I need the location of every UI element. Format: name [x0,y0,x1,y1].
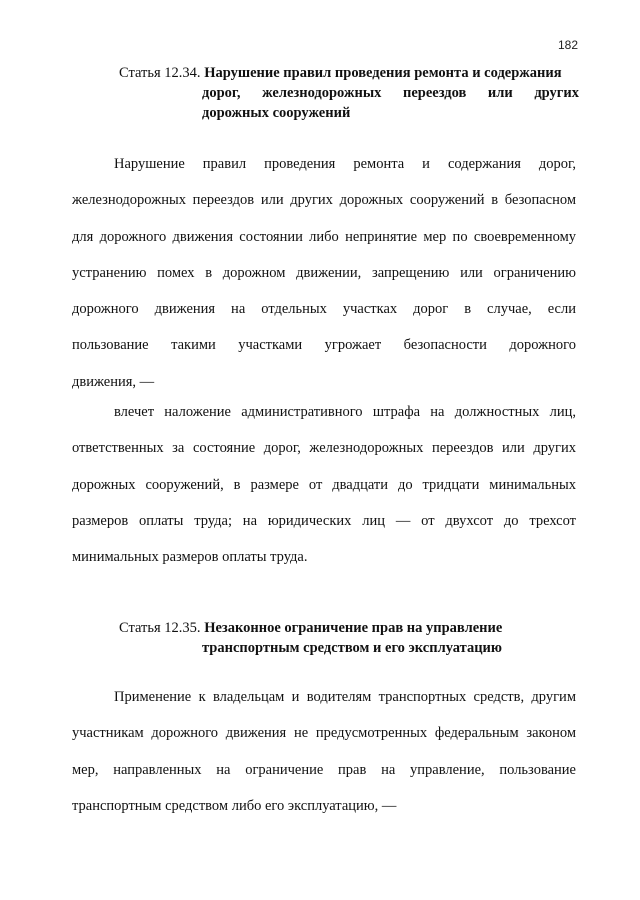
text-line: транспортным средством либо его эксплуатацию, — [72,797,397,814]
article-title-line: дорожных сооружений [202,105,351,121]
text-line: минимальных размеров оплаты труда. [72,549,308,566]
text-line: влечет наложение административного штрафа на должностных лиц, [114,404,576,420]
article-title-line: Незаконное ограничение прав на управление [204,620,503,636]
text-line: для дорожного движения состоянии либо непринятие мер по своевременному [72,228,576,245]
article-title-line: дорог, железнодорожных переездов или других [202,85,579,101]
text-line: дорожного движения на отдельных участках дорог в случае, если [72,301,576,318]
text-line: устранению помех в дорожном движении, запрещению или ограничению [72,264,576,281]
text-line: участникам дорожного движения не предусмотренных федеральным законом [72,725,576,742]
text-line: Нарушение правил проведения ремонта и содержания дорог, [114,156,576,172]
article-body-paragraph [72,679,576,824]
penalty-paragraph [72,394,576,575]
article-number: Статья 12.35. [119,620,201,636]
article-number: Статья 12.34. [119,65,201,81]
text-line: пользование такими участками угрожает безопасности дорожного [72,337,576,354]
text-line: ответственных за состояние дорог, железнодорожных переездов или других [72,440,576,457]
heading-first-line [119,618,579,638]
article-heading-12-34 [119,63,579,123]
article-title-line: транспортным средством и его эксплуатацию [202,640,502,656]
text-line: железнодорожных переездов или других дорожных сооружений в безопасном [72,192,576,209]
text-line: Применение к владельцам и водителям транспортных средств, другим [114,689,576,705]
heading-first-line [119,63,579,83]
article-body-paragraph [72,146,576,400]
text-line: размеров оплаты труда; на юридических лиц — от двухсот до трехсот [72,512,576,529]
article-heading-12-35 [119,618,579,658]
text-line: дорожных сооружений, в размере от двадцати до тридцати минимальных [72,476,576,493]
text-line: движения, — [72,373,155,390]
text-line: мер, направленных на ограничение прав на управление, пользование [72,761,576,778]
page-number: 182 [557,38,578,52]
article-title-line: Нарушение правил проведения ремонта и содержания [204,65,562,81]
